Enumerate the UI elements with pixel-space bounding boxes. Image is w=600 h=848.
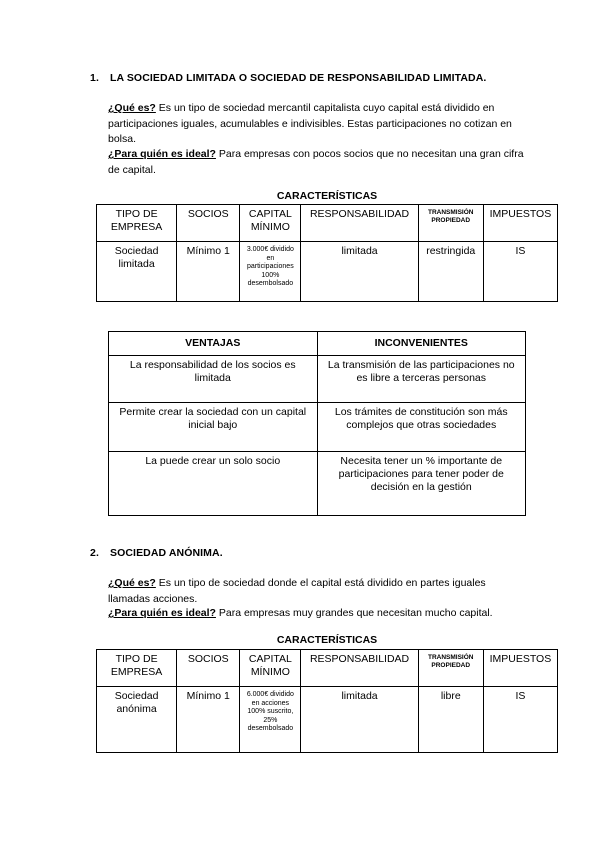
- table-row: [97, 687, 558, 753]
- header-ventajas: VENTAJAS: [109, 332, 318, 356]
- para-quien-label: ¿Para quién es ideal?: [108, 148, 216, 160]
- ventaja-item: La responsabilidad de los socios es limitada: [109, 356, 318, 403]
- section1-para-quien: ¿Para quién es ideal? Para empresas con pocos socios que no necesitan una gran cifra de capital.: [108, 148, 524, 176]
- cell-capital-minimo: 3.000€ dividido en participaciones 100% desembolsado: [240, 242, 301, 302]
- cell-tipo-empresa: Sociedad anónima: [97, 687, 177, 753]
- table-row: [97, 242, 558, 302]
- cell-transmision: restringida: [418, 242, 483, 302]
- section2-caracteristicas-title: CARACTERÍSTICAS: [276, 634, 378, 646]
- header-responsabilidad: RESPONSABILIDAD: [301, 650, 418, 687]
- header-transmision-propiedad: TRANSMISIÓN PROPIEDAD: [418, 650, 483, 687]
- cell-responsabilidad: limitada: [301, 687, 418, 753]
- section1-title: 1. LA SOCIEDAD LIMITADA O SOCIEDAD DE RESPONSABILIDAD LIMITADA.: [90, 72, 487, 84]
- que-es-label: ¿Qué es?: [108, 102, 156, 114]
- header-socios: SOCIOS: [177, 205, 240, 242]
- cell-impuestos: IS: [483, 687, 557, 753]
- table-row: [109, 452, 526, 516]
- section2-para-quien: ¿Para quién es ideal? Para empresas muy grandes que necesitan mucho capital.: [108, 607, 493, 619]
- section2-title: 2. SOCIEDAD ANÓNIMA.: [90, 547, 223, 559]
- cell-socios: Mínimo 1: [177, 687, 240, 753]
- section1-caracteristicas-title: CARACTERÍSTICAS: [276, 190, 378, 202]
- table-header-row: [109, 332, 526, 356]
- header-socios: SOCIOS: [177, 650, 240, 687]
- ventaja-item: Permite crear la sociedad con un capital inicial bajo: [109, 403, 318, 452]
- header-tipo-empresa: TIPO DE EMPRESA: [97, 205, 177, 242]
- ventajas-inconvenientes-table: [108, 331, 526, 516]
- inconveniente-item: Necesita tener un % importante de participaciones para tener poder de decisión en la gestión: [317, 452, 526, 516]
- ventaja-item: La puede crear un solo socio: [109, 452, 318, 516]
- table-row: [109, 403, 526, 452]
- para-quien-label: ¿Para quién es ideal?: [108, 607, 216, 619]
- section1-characteristics-table: [96, 204, 558, 302]
- header-impuestos: IMPUESTOS: [483, 650, 557, 687]
- header-inconvenientes: INCONVENIENTES: [317, 332, 526, 356]
- cell-tipo-empresa: Sociedad limitada: [97, 242, 177, 302]
- table-header-row: [97, 650, 558, 687]
- cell-impuestos: IS: [483, 242, 557, 302]
- header-capital-minimo: CAPITAL MÍNIMO: [240, 205, 301, 242]
- header-transmision-propiedad: TRANSMISIÓN PROPIEDAD: [418, 205, 483, 242]
- cell-capital-minimo: 6.000€ dividido en acciones 100% suscrito, 25% desembolsado: [240, 687, 301, 753]
- header-responsabilidad: RESPONSABILIDAD: [301, 205, 418, 242]
- inconveniente-item: La transmisión de las participaciones no es libre a terceras personas: [317, 356, 526, 403]
- header-tipo-empresa: TIPO DE EMPRESA: [97, 650, 177, 687]
- que-es-label: ¿Qué es?: [108, 577, 156, 589]
- inconveniente-item: Los trámites de constitución son más complejos que otras sociedades: [317, 403, 526, 452]
- table-row: [109, 356, 526, 403]
- section2-characteristics-table: [96, 649, 558, 753]
- header-capital-minimo: CAPITAL MÍNIMO: [240, 650, 301, 687]
- section1-que-es: ¿Qué es? Es un tipo de sociedad mercantil capitalista cuyo capital está dividido en participaciones iguales, acumulables e indivisibles. Estas participaciones no cotizan en bolsa.: [108, 102, 512, 145]
- cell-responsabilidad: limitada: [301, 242, 418, 302]
- section2-que-es: ¿Qué es? Es un tipo de sociedad donde el capital está dividido en partes iguales llamadas acciones.: [108, 577, 486, 605]
- cell-socios: Mínimo 1: [177, 242, 240, 302]
- header-impuestos: IMPUESTOS: [483, 205, 557, 242]
- cell-transmision: libre: [418, 687, 483, 753]
- table-header-row: [97, 205, 558, 242]
